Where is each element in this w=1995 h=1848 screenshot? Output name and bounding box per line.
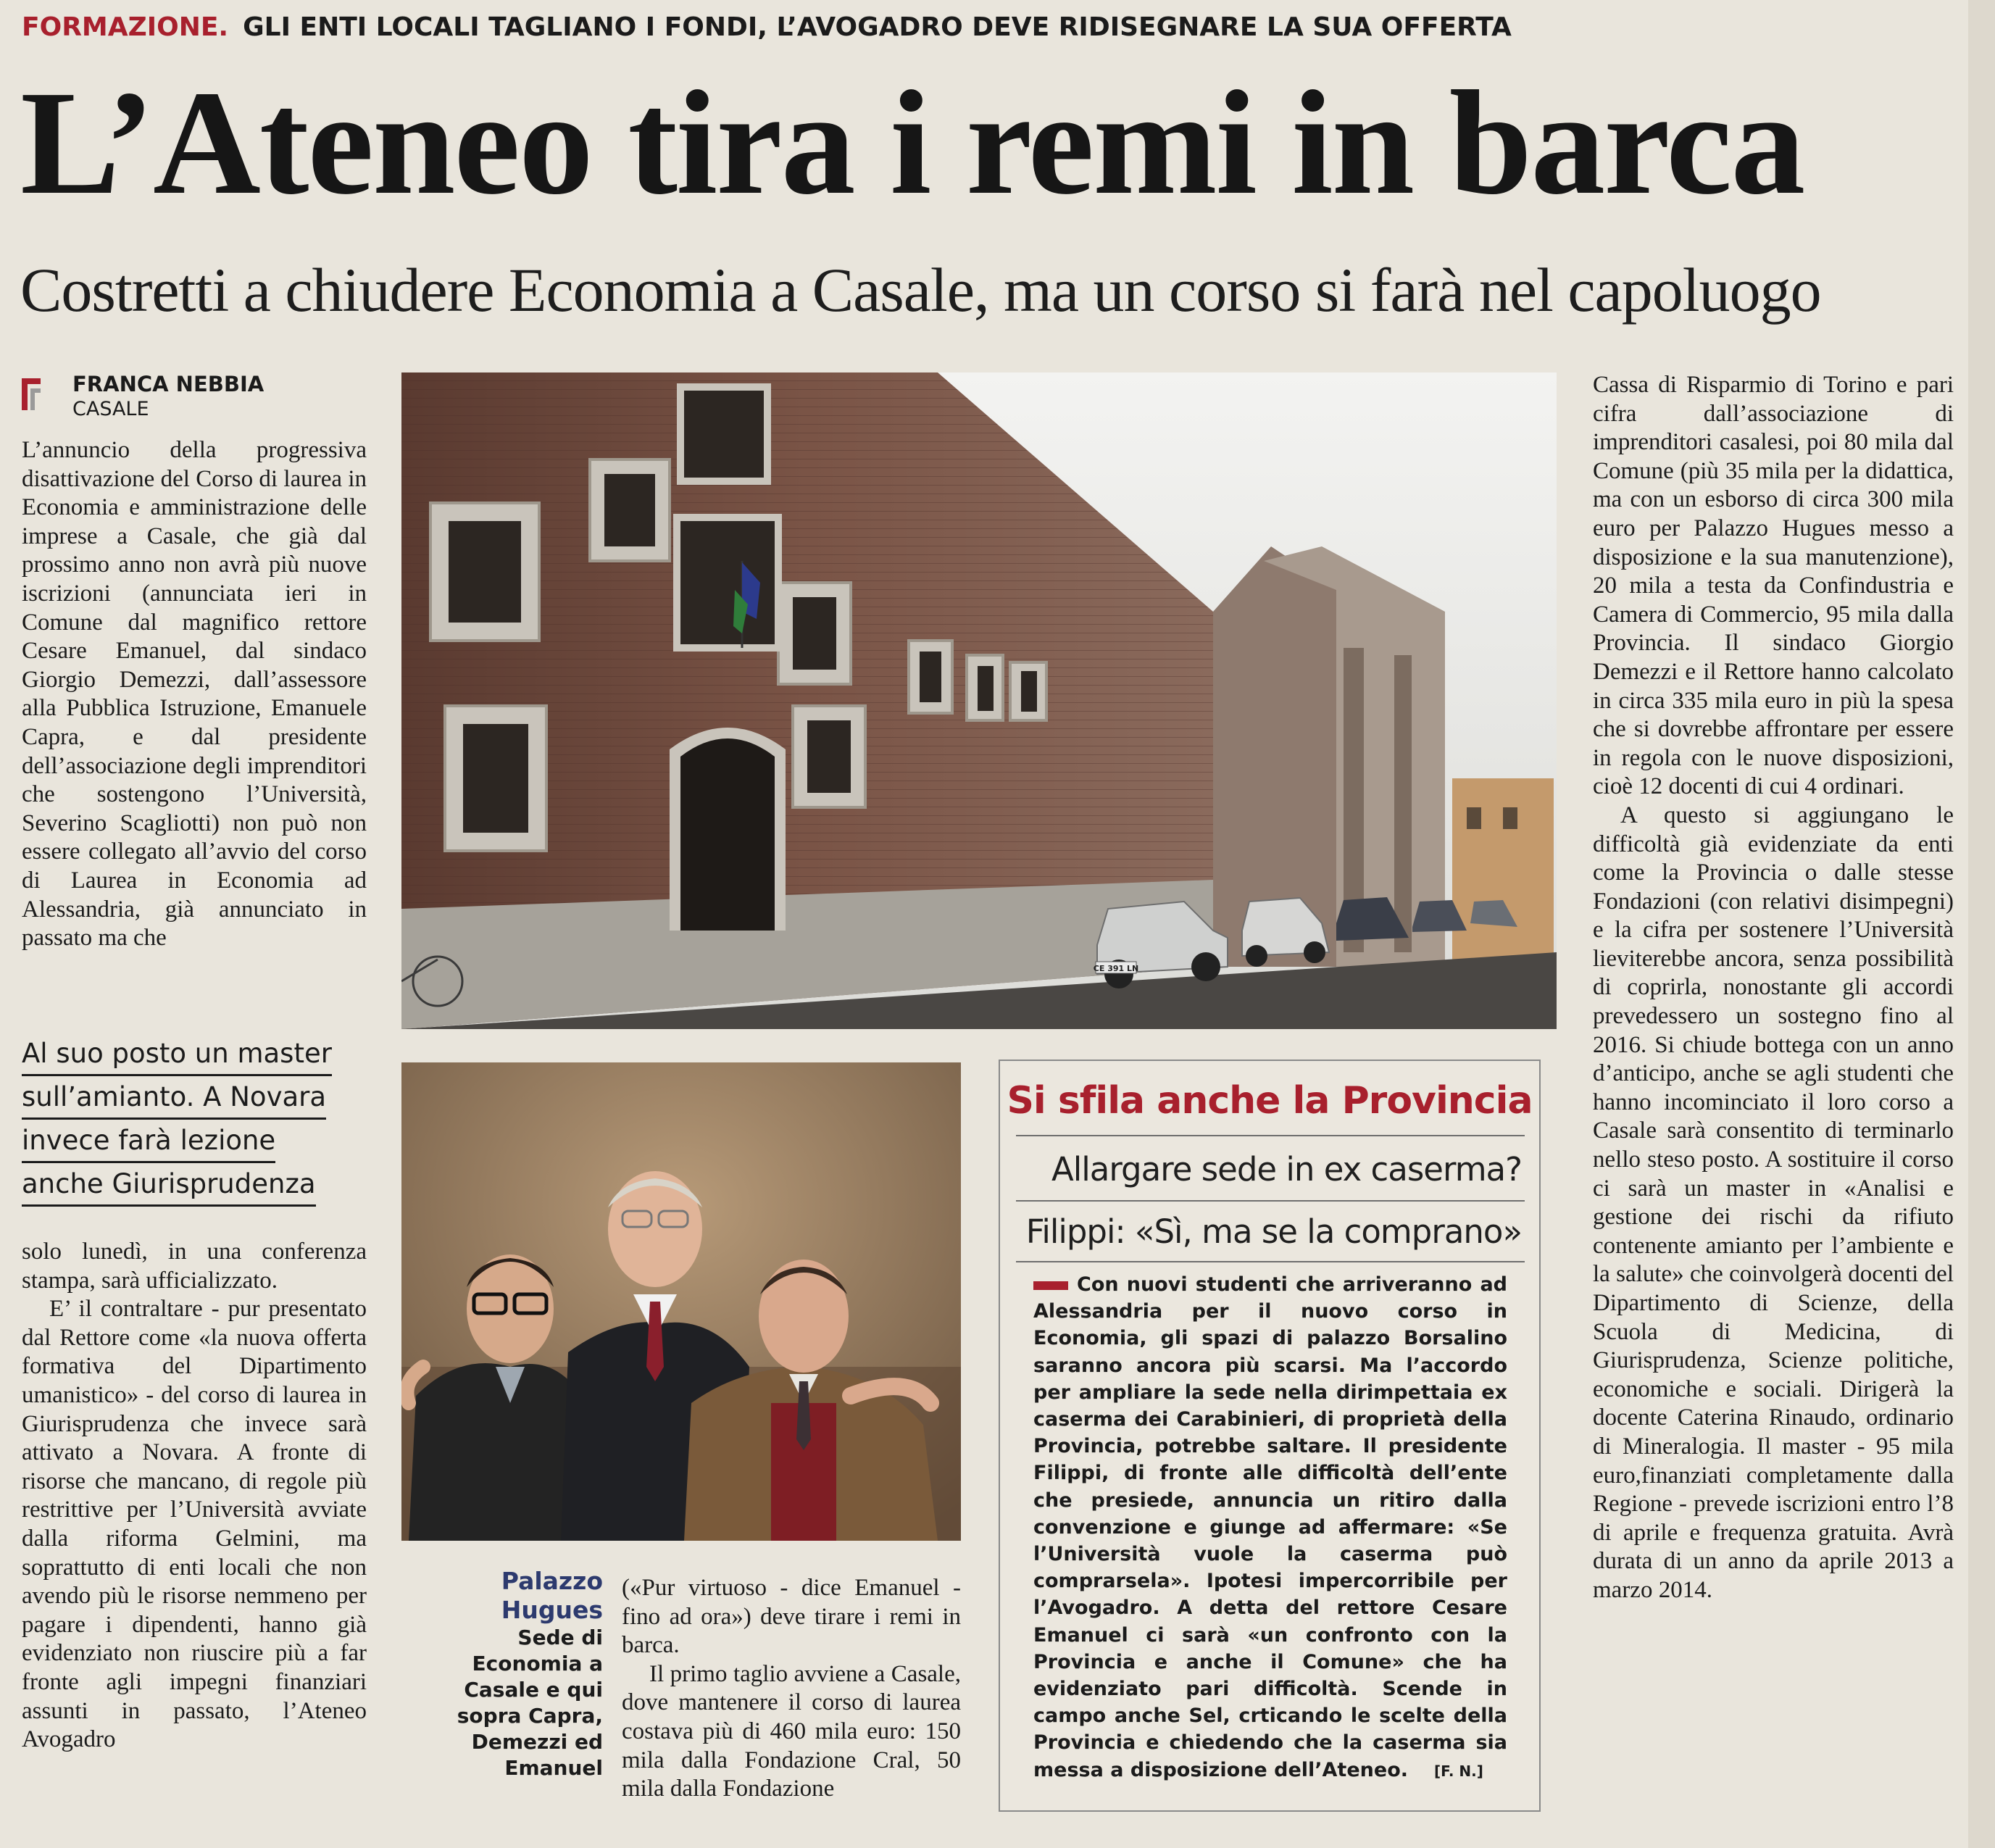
article-paragraph: Il primo taglio avviene a Casale, dove mantenere il corso di laurea costava più di 460 mila euro: 150 mila dalla Fondazione Cral, 50 mila dalla Fondazione <box>622 1660 961 1802</box>
article-column-1-top <box>22 436 367 1009</box>
car-plate: CE 391 LN <box>1093 964 1139 973</box>
article-column-3 <box>1593 371 1954 1813</box>
sidebar-body <box>1033 1271 1507 1781</box>
sidebar-bullet <box>1033 1281 1068 1290</box>
kicker-text: GLI ENTI LOCALI TAGLIANO I FONDI, L’AVOGADRO DEVE RIDISEGNARE LA SUA OFFERTA <box>243 12 1512 42</box>
byline-location: CASALE <box>72 398 149 420</box>
sidebar-title: Si sfila anche la Provincia <box>1007 1079 1533 1123</box>
pullquote <box>22 1032 367 1219</box>
sidebar-divider <box>1016 1261 1525 1262</box>
photo-palazzo-hugues <box>401 372 1557 1029</box>
sidebar-box <box>999 1060 1541 1812</box>
photo-group-people <box>401 1062 961 1541</box>
pullquote-line: sull’amianto. A Novara <box>22 1077 326 1120</box>
article-paragraph: («Pur virtuoso - dice Emanuel - fino ad ora») deve tirare i remi in barca. <box>622 1575 961 1659</box>
article-paragraph: Cassa di Risparmio di Torino e pari cifra dall’associazione di imprenditori casalesi, poi 80 mila dal Comune (più 35 mila per la didattica, ma con un esborso di circa 300 mila euro per Palazzo Hugues messo a disposizione e la sua manutenzione), 20 mila a testa da Confindustria e Camera di Commercio, 95 mila dalla Provincia. Il sindaco Giorgio Demezzi e il Rettore hanno calcolato in circa 335 mila euro in più la spesa che si dovrebbe affrontare per essere in regola con le nuove disposizioni, cioè 12 docenti di cui 4 ordinari. <box>1593 372 1954 800</box>
byline-corner-mark <box>22 378 41 410</box>
kicker <box>22 6 1949 49</box>
sidebar-divider <box>1016 1135 1525 1136</box>
article-paragraph: solo lunedì, in una conferenza stampa, sarà ufficializzato. <box>22 1239 367 1294</box>
pullquote-line: Al suo posto un master <box>22 1033 332 1076</box>
page-edge-bleed <box>1968 0 1995 1848</box>
kicker-tag: FORMAZIONE. <box>22 12 229 42</box>
sidebar-body-text: Con nuovi studenti che arriveranno ad Alessandria per il nuovo corso in Economia, gli spazi di palazzo Borsalino saranno ancora più scarsi. Ma l’accordo per ampliare la sede nella dirimpettaia ex caserma dei Carabinieri, di proprietà della Provincia, potrebbe saltare. Il presidente Filippi, di fronte alle difficoltà dell’ente che presiede, annuncia un ritiro dalla convenzione e giunge ad affermare: «Se l’Università vuole la caserma può comprarsela». Ipotesi impercorribile per l’Avogadro. A detta del rettore Cesare Emanuel ci sarà «un confronto con la Provincia e anche il Comune» che ha evidenziato pari difficoltà. Scende in campo anche Sel, crticando le scelte della Provincia e chiedendo che la caserma sia messa a disposizione dell’Ateneo. <box>1033 1273 1507 1781</box>
article-paragraph: L’annuncio della progressiva disattivazione del Corso di laurea in Economia e amministrazione delle imprese a Casale, che già dal prossimo anno non avrà più nuove iscrizioni (annunciata ieri in Comune dal magnifico rettore Cesare Emanuel, dal sindaco Giorgio Demezzi, dall’assessore alla Pubblica Istruzione, Emanuele Capra, e dal presidente dell’associazione degli imprenditori che sostengono l’Università, Severino Scagliotti) non può non essere collegato all’avvio del corso di Laurea in Economia ad Alessandria, già annunciato in passato ma che <box>22 437 367 952</box>
article-paragraph: E’ il contraltare - pur presentato dal Rettore come «la nuova offerta formativa del Dipartimento umanistico» - del corso di laurea in Giurisprudenza che invece sarà attivato a Novara. A fronte di risorse che mancano, di regole più restrittive per l’Università avviate dalla riforma Gelmini, ma soprattutto di enti locali che non avendo più le risorse nemmeno per pagare i dipendenti, hanno già evidenziato non riuscire più a far fronte agli impegni finanziari assunti in passato, l’Ateneo Avogadro <box>22 1296 367 1753</box>
article-paragraph: A questo si aggiungano le difficoltà già evidenziate da enti come la Provincia o dalle stesse Fondazioni (con relativi disimpegni) e la cifra per sostenere l’Università lieviterebbe ancora, senza possibilità di coprirla, nonostante gli accordi prevedessero un sostegno fino al 2016. Si chiude bottega con un anno d’anticipo, anche se agli studenti che hanno incominciato il loro corso a Casale sarà consentito di terminarlo nello steso posto. A sostituire il corso ci sarà un master in «Analisi e gestione dei rischi da rifiuto contenente amianto per l’ambiente e la salute» che coinvolgerà docenti del Dipartimento di Scienze, della Scuola di Medicina, di Giurisprudenza, Scienze politiche, economiche e sociali. Dirigerà la docente Caterina Rinaudo, ordinario di Mineralogia. Il master - 95 mila euro,finanziati completamente dalla Regione - prevede iscrizioni entro l’8 di aprile e frequenza gratuita. Avrà durata di un anno da aprile 2013 a marzo 2014. <box>1593 802 1954 1603</box>
byline <box>72 371 377 422</box>
photo-caption <box>413 1567 603 1806</box>
headline: L’Ateneo tira i remi in barca <box>20 59 1804 225</box>
article-column-2 <box>622 1574 961 1813</box>
sidebar-divider <box>1016 1200 1525 1202</box>
article-column-1-bottom <box>22 1238 367 1810</box>
sidebar-signature: [F. N.] <box>1434 1762 1483 1780</box>
pullquote-line: invece farà lezione <box>22 1120 275 1163</box>
pullquote-line: anche Giurisprudenza <box>22 1164 316 1207</box>
caption-text: Sede di Economia a Casale e qui sopra Capra, Demezzi ed Emanuel <box>457 1626 603 1780</box>
caption-title: Palazzo Hugues <box>501 1567 603 1624</box>
byline-author: FRANCA NEBBIA <box>72 372 265 396</box>
sidebar-subtitle-2: Filippi: «Sì, ma se la comprano» <box>1025 1212 1522 1251</box>
subheadline: Costretti a chiudere Economia a Casale, ma un corso si farà nel capoluogo <box>20 255 1821 325</box>
sidebar-subtitle-1: Allargare sede in ex caserma? <box>1051 1150 1522 1189</box>
